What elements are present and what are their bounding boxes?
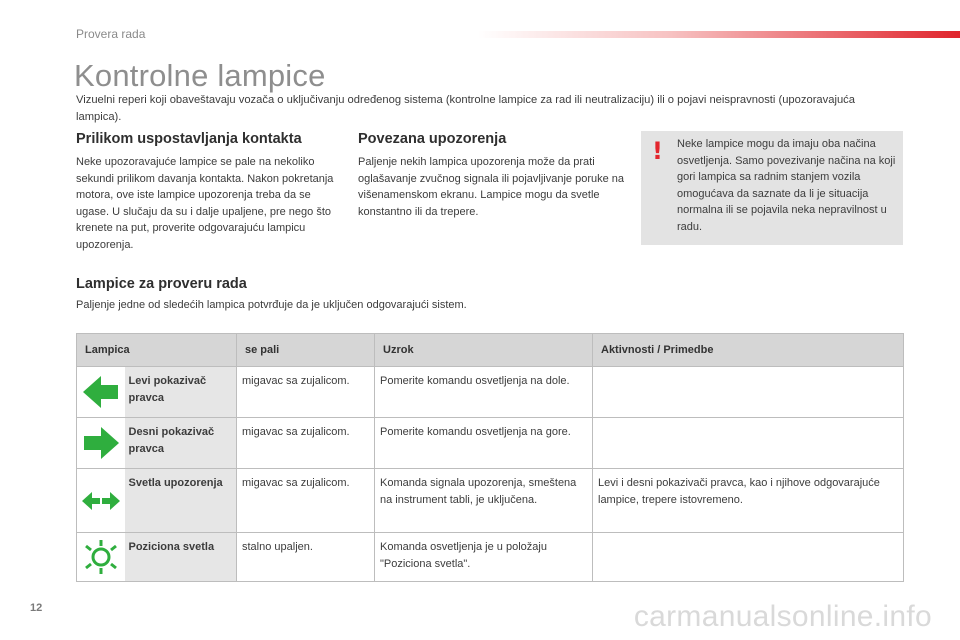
table-row: [77, 418, 904, 469]
left-arrow-icon: [82, 373, 120, 411]
lamp-name: Desni pokazivač pravca: [125, 418, 237, 469]
lamp-cause: Komanda osvetljenja je u položaju "Poziciona svetla".: [375, 533, 593, 582]
lamp-lights: migavac sa zujalicom.: [237, 418, 375, 469]
page-title: Kontrolne lampice: [74, 58, 326, 93]
lamp-icon-cell: [77, 533, 125, 582]
lamp-cause: Pomerite komandu osvetljenja na dole.: [375, 367, 593, 418]
lamp-cause: Pomerite komandu osvetljenja na gore.: [375, 418, 593, 469]
lamp-action: [593, 367, 904, 418]
lamp-icon-cell: [77, 469, 125, 533]
note-text: Neke lampice mogu da imaju oba načina osvetljenja. Samo povezivanje načina na koji gori lampica sa radnim stanjem vozila omogućava da saznate da li je situacija normalna ili se pojavila neka nepravilnost u radu.: [677, 138, 896, 233]
contact-heading: Prilikom uspostavljanja kontakta: [76, 131, 302, 147]
right-arrow-icon: [82, 424, 120, 462]
check-lamps-heading: Lampice za proveru rada: [76, 276, 247, 292]
lamp-name: Levi pokazivač pravca: [125, 367, 237, 418]
header-accent-bar: [478, 31, 960, 38]
header-action: Aktivnosti / Primedbe: [593, 334, 904, 367]
check-lamps-intro: Paljenje jedne od sledećih lampica potvrđuje da je uključen odgovarajući sistem.: [76, 299, 467, 311]
section-label: Provera rada: [76, 27, 146, 41]
table-row: [77, 533, 904, 582]
hazard-arrows-icon: [81, 489, 121, 513]
header-lights: se pali: [237, 334, 375, 367]
lamps-table: [76, 333, 904, 582]
lamp-name: Svetla upozorenja: [125, 469, 237, 533]
related-warnings-heading: Povezana upozorenja: [358, 131, 507, 147]
contact-text: Neke upozoravajuće lampice se pale na nekoliko sekundi prilikom davanja kontakta. Nakon pokretanja motora, ove iste lampice upozorenja treba da se ugase. U slučaju da su i dalje upaljene, pre nego što krenete na put, proverite odgovarajuću lampicu upozorenja.: [76, 156, 334, 251]
note-box: [641, 131, 903, 245]
lamp-action: Levi i desni pokazivači pravca, kao i njihove odgovarajuće lampice, trepere istovremeno.: [593, 469, 904, 533]
related-warnings-text: Paljenje nekih lampica upozorenja može da prati oglašavanje zvučnog signala ili pojavljivanje poruke na višenamenskom ekranu. Lampice mogu da svetle konstantno ili da trepere.: [358, 156, 625, 218]
lamp-icon-cell: [77, 367, 125, 418]
table-row: [77, 469, 904, 533]
lamp-cause: Komanda signala upozorenja, smeštena na instrument tabli, je uključena.: [375, 469, 593, 533]
header-cause: Uzrok: [375, 334, 593, 367]
page-number: 12: [30, 602, 43, 614]
lamp-lights: migavac sa zujalicom.: [237, 367, 375, 418]
lamp-lights: stalno upaljen.: [237, 533, 375, 582]
intro-text: Vizuelni reperi koji obaveštavaju vozača o uključivanju određenog sistema (kontrolne lampice za rad ili neutralizaciju) ili o pojavi neispravnosti (upozoravajuća lampica).: [76, 94, 855, 123]
lamp-action: [593, 418, 904, 469]
table-header-row: [77, 334, 904, 367]
header-lamp: Lampica: [77, 334, 237, 367]
exclamation-icon: !: [652, 137, 663, 165]
lamp-icon-cell: [77, 418, 125, 469]
table-row: [77, 367, 904, 418]
position-light-icon: [82, 538, 120, 576]
watermark: carmanualsonline.info: [633, 600, 932, 633]
lamp-name: Poziciona svetla: [125, 533, 237, 582]
lamp-action: [593, 533, 904, 582]
lamp-lights: migavac sa zujalicom.: [237, 469, 375, 533]
